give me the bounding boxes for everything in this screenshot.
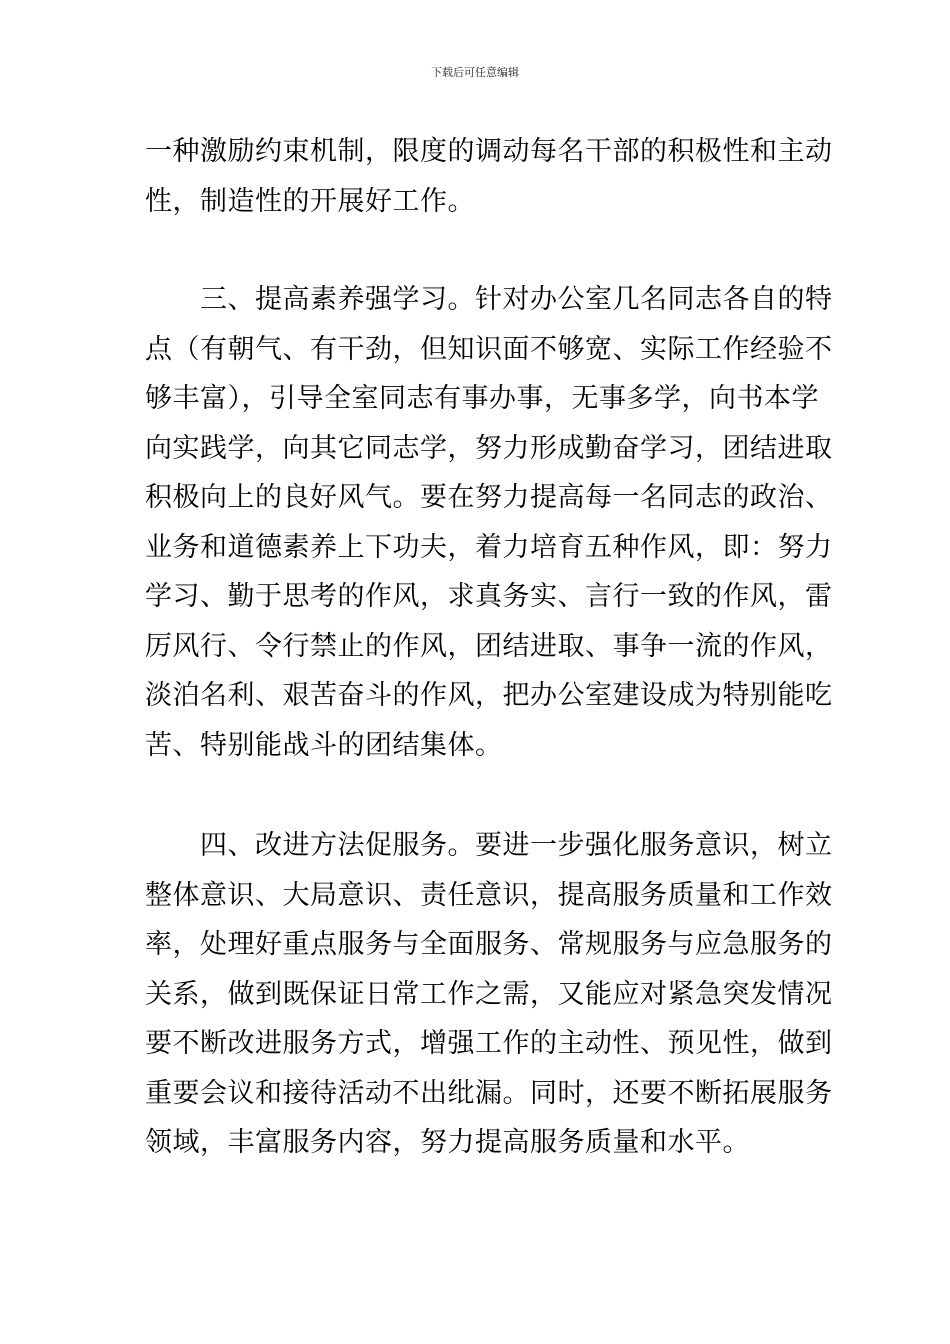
text-line: 学习、勤于思考的作风，求真务实、言行一致的作风，雷 [145, 581, 833, 612]
header-note: 下载后可任意编辑 [431, 66, 519, 79]
text-line: 够丰富），引导全室同志有事办事，无事多学，向书本学 [145, 383, 819, 414]
paragraph-section-4 [145, 821, 833, 1168]
text-line: 一种激励约束机制，限度的调动每名干部的积极性和主动 [145, 136, 833, 167]
text-line: 点（有朝气、有干劲，但知识面不够宽、实际工作经验不 [145, 333, 833, 365]
text-line: 淡泊名利、艰苦奋斗的作风，把办公室建设成为特别能吃 [145, 680, 833, 711]
text-line: 积极向上的良好风气。要在努力提高每一名同志的政治、 [145, 482, 833, 513]
text-line: 业务和道德素养上下功夫，着力培育五种作风，即：努力 [145, 531, 833, 563]
paragraph-heading-line: 三、提高素养强学习。针对办公室几名同志各自的特 [200, 284, 833, 315]
text-line: 关系，做到既保证日常工作之需，又能应对紧急突发情况 [145, 978, 833, 1010]
text-line: 重要会议和接待活动不出纰漏。同时，还要不断拓展服务 [145, 1077, 833, 1109]
text-line: 率，处理好重点服务与全面服务、常规服务与应急服务的 [145, 929, 833, 960]
text-line: 要不断改进服务方式，增强工作的主动性、预见性，做到 [145, 1028, 833, 1059]
text-line: 向实践学，向其它同志学，努力形成勤奋学习，团结进取 [145, 432, 833, 464]
paragraph-continuation [145, 127, 833, 226]
text-line: 苦、特别能战斗的团结集体。 [145, 729, 503, 761]
text-line: 领域，丰富服务内容，努力提高服务质量和水平。 [145, 1127, 750, 1158]
text-line: 整体意识、大局意识、责任意识，提高服务质量和工作效 [145, 879, 833, 911]
text-line: 性，制造性的开展好工作。 [145, 185, 475, 217]
paragraph-heading-line: 四、改进方法促服务。要进一步强化服务意识，树立 [200, 830, 833, 861]
paragraph-section-3 [145, 275, 833, 770]
text-line: 厉风行、令行禁止的作风，团结进取、事争一流的作风， [145, 630, 833, 662]
